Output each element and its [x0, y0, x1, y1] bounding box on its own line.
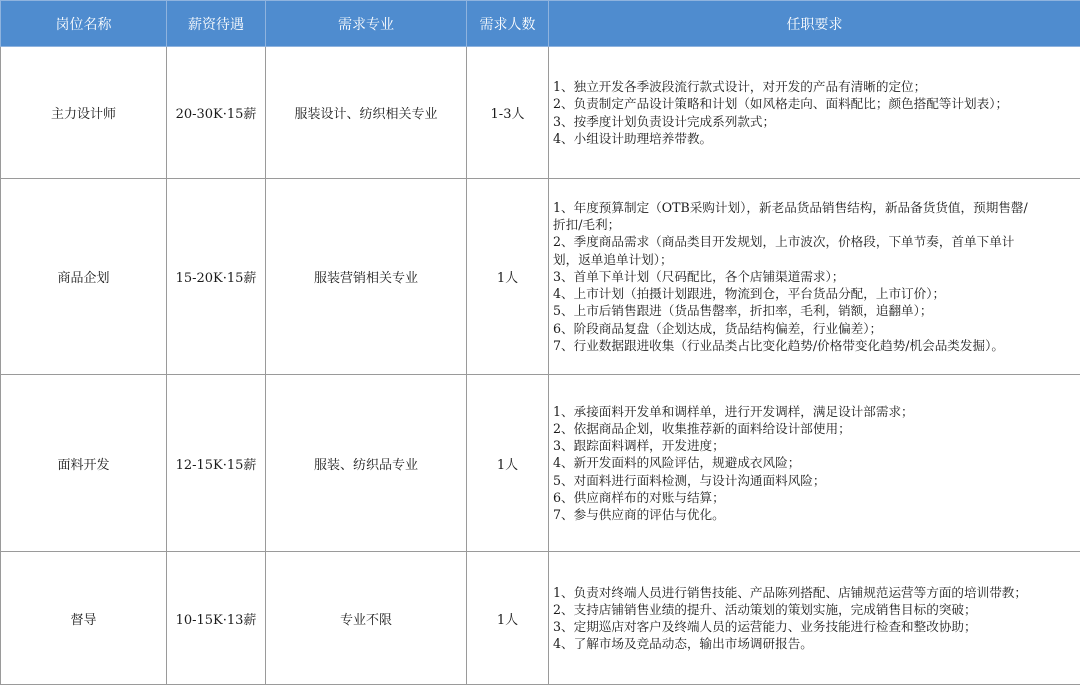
requirement-line: 2、支持店铺销售业绩的提升、活动策划的策划实施，完成销售目标的突破； [553, 601, 977, 617]
count-cell: 1-3人 [467, 47, 549, 179]
requirement-line: 2、季度商品需求（商品类目开发规划，上市波次，价格段，下单节奏，首单下单计 [553, 234, 1015, 250]
requirements-cell [549, 47, 1080, 179]
salary-cell: 15-20K·15薪 [167, 179, 266, 375]
requirement-line: 2、负责制定产品设计策略和计划（如风格走向、面料配比；颜色搭配等计划表）； [553, 96, 1009, 112]
header-row [1, 1, 1080, 47]
table-row [1, 375, 1080, 552]
count-cell: 1人 [467, 552, 549, 685]
requirement-line: 3、跟踪面料调样，开发进度； [553, 438, 725, 454]
major-cell: 服装设计、纺织相关专业 [266, 47, 467, 179]
requirement-line: 7、参与供应商的评估与优化。 [553, 507, 725, 522]
salary-cell: 12-15K·15薪 [167, 375, 266, 552]
requirement-line: 7、行业数据跟进收集（行业品类占比变化趋势/价格带变化趋势/机会品类发掘）。 [553, 337, 1004, 353]
requirement-line: 5、对面料进行面料检测，与设计沟通面料风险； [553, 472, 826, 488]
requirement-line: 6、供应商样布的对账与结算； [553, 489, 725, 505]
header-requirements: 任职要求 [549, 1, 1080, 47]
table-row [1, 179, 1080, 375]
requirement-line: 4、新开发面料的风险评估，规避成衣风险； [553, 455, 801, 471]
requirement-line: 1、独立开发各季波段流行款式设计，对开发的产品有清晰的定位； [553, 79, 927, 95]
table-row [1, 47, 1080, 179]
salary-cell: 20-30K·15薪 [167, 47, 266, 179]
requirement-line: 1、负责对终端人员进行销售技能、产品陈列搭配、店铺规范运营等方面的培训带教； [553, 584, 1027, 600]
header-count: 需求人数 [467, 1, 549, 47]
requirement-line: 2、依据商品企划，收集推荐新的面料给设计部使用； [553, 420, 851, 436]
requirement-line: 4、了解市场及竞品动态，输出市场调研报告。 [553, 636, 813, 652]
requirements-cell [549, 375, 1080, 552]
requirements-cell [549, 179, 1080, 375]
requirements-cell [549, 552, 1080, 685]
table-row [1, 552, 1080, 685]
requirement-line: 3、按季度计划负责设计完成系列款式； [553, 113, 776, 129]
requirement-line: 4、上市计划（拍摄计划跟进，物流到仓，平台货品分配，上市订价）； [553, 286, 946, 302]
header-salary: 薪资待遇 [167, 1, 266, 47]
requirement-line: 划，返单追单计划）； [553, 251, 673, 267]
requirement-line: 1、年度预算制定（OTB采购计划），新老品货品销售结构，新品备货货值，预期售罄/ [553, 200, 1028, 216]
header-major: 需求专业 [266, 1, 467, 47]
position-cell: 主力设计师 [1, 47, 167, 179]
requirement-line: 4、小组设计助理培养带教。 [553, 130, 713, 146]
requirement-line: 1、承接面料开发单和调样单，进行开发调样，满足设计部需求； [553, 403, 914, 419]
position-cell: 面料开发 [1, 375, 167, 552]
position-cell: 督导 [1, 552, 167, 685]
count-cell: 1人 [467, 375, 549, 552]
major-cell: 服装、纺织品专业 [266, 375, 467, 552]
count-cell: 1人 [467, 179, 549, 375]
requirement-line: 6、阶段商品复盘（企划达成，货品结构偏差，行业偏差）； [553, 320, 883, 336]
major-cell: 专业不限 [266, 552, 467, 685]
requirement-line: 5、上市后销售跟进（货品售罄率，折扣率，毛利，销额，追翻单）； [553, 303, 933, 319]
position-cell: 商品企划 [1, 179, 167, 375]
requirement-line: 折扣/毛利； [553, 217, 621, 233]
major-cell: 服装营销相关专业 [266, 179, 467, 375]
requirement-line: 3、首单下单计划（尺码配比，各个店铺渠道需求）； [553, 268, 845, 284]
requirement-line: 3、定期巡店对客户及终端人员的运营能力、业务技能进行检查和整改协助； [553, 619, 977, 634]
header-position: 岗位名称 [1, 1, 167, 47]
salary-cell: 10-15K·13薪 [167, 552, 266, 685]
